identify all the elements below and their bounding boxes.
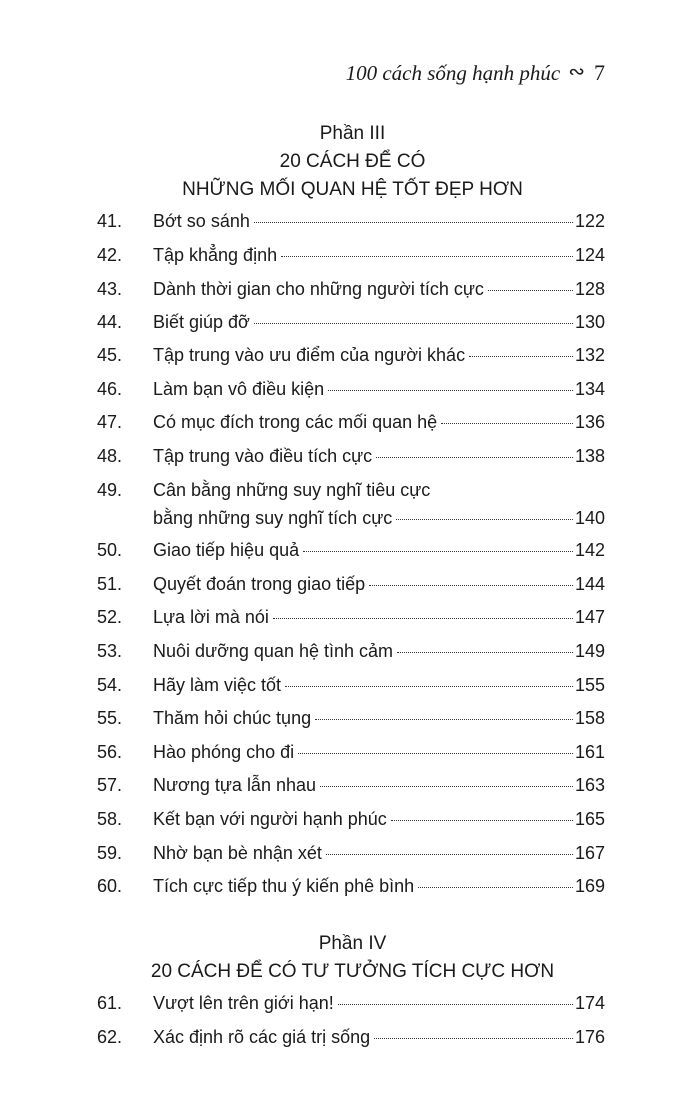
toc-entry[interactable] (0, 675, 700, 703)
toc-entry-title: Dành thời gian cho những người tích cực (153, 279, 484, 299)
toc-entry-page: 174 (574, 993, 605, 1013)
toc-entry-number: 55. (97, 708, 123, 728)
ornament-icon: ∾ (568, 61, 585, 83)
toc-entry-page: 128 (574, 279, 605, 299)
toc-entry-page: 134 (574, 379, 605, 399)
toc-entry-number: 45. (97, 345, 123, 365)
toc-entry-title: Nhờ bạn bè nhận xét (153, 843, 322, 863)
toc-entry-number: 43. (97, 279, 123, 299)
toc-entry[interactable] (0, 993, 700, 1021)
toc-entry-line (153, 607, 605, 628)
dot-leader (298, 753, 573, 754)
toc-entry-line (153, 245, 605, 266)
page-number: 7 (594, 60, 605, 85)
toc-entry-title: Tập trung vào ưu điểm của người khác (153, 345, 466, 365)
toc-entry-page: 149 (574, 641, 605, 661)
toc-entry-page: 138 (574, 446, 605, 466)
toc-entry-line (153, 540, 605, 561)
toc-entry-number: 54. (97, 675, 123, 695)
toc-entry-page: 124 (574, 245, 605, 265)
toc-entry-line (153, 675, 605, 696)
part3-heading (100, 120, 605, 204)
dot-leader (285, 686, 573, 687)
toc-entry-page: 176 (574, 1027, 605, 1047)
dot-leader (254, 323, 573, 324)
dot-leader (320, 786, 573, 787)
toc-entry-page: 163 (574, 775, 605, 795)
toc-entry-line (153, 379, 605, 400)
toc-entry-page: 144 (574, 574, 605, 594)
toc-entry-number: 42. (97, 245, 123, 265)
dot-leader (391, 820, 573, 821)
dot-leader (441, 423, 573, 424)
toc-entry-line (153, 508, 605, 529)
toc-entry-title: Hào phóng cho đi (153, 742, 295, 762)
toc-entry[interactable] (0, 1027, 700, 1055)
toc-entry-line (153, 775, 605, 796)
part3-title-line1: 20 CÁCH ĐỂ CÓ (279, 151, 426, 172)
toc-entry-number: 44. (97, 312, 123, 332)
toc-entry-number: 48. (97, 446, 123, 466)
running-header (0, 60, 605, 86)
toc-entry-line (153, 876, 605, 897)
toc-entry-number: 41. (97, 211, 123, 231)
toc-entry-title: Vượt lên trên giới hạn! (153, 993, 334, 1013)
toc-entry[interactable] (0, 345, 700, 373)
part4-label: Phần IV (318, 933, 387, 954)
toc-entry-page: 155 (574, 675, 605, 695)
toc-entry-line (153, 843, 605, 864)
dot-leader (397, 652, 573, 653)
toc-entry-number: 62. (97, 1027, 123, 1047)
toc-entry-line (153, 641, 605, 662)
toc-entry-page: 161 (574, 742, 605, 762)
toc-entry-line (153, 412, 605, 433)
toc-entry[interactable] (0, 574, 700, 602)
dot-leader (326, 854, 573, 855)
toc-entry-number: 59. (97, 843, 123, 863)
dot-leader (281, 256, 573, 257)
toc-entry[interactable] (0, 742, 700, 770)
toc-entry-title: Nuôi dưỡng quan hệ tình cảm (153, 641, 394, 661)
toc-entry[interactable] (0, 843, 700, 871)
toc-entry-number: 61. (97, 993, 123, 1013)
toc-entry-title: Làm bạn vô điều kiện (153, 379, 325, 399)
toc-entry-line (153, 993, 605, 1014)
toc-entry[interactable] (0, 809, 700, 837)
toc-entry-title-line1: Cân bằng những suy nghĩ tiêu cực (153, 480, 431, 500)
toc-entry[interactable] (0, 279, 700, 307)
toc-entry-page: 142 (574, 540, 605, 560)
part3-title-line2: NHỮNG MỐI QUAN HỆ TỐT ĐẸP HƠN (182, 179, 523, 200)
toc-entry[interactable] (0, 775, 700, 803)
dot-leader (303, 551, 573, 552)
toc-entry-line (153, 211, 605, 232)
dot-leader (374, 1038, 573, 1039)
toc-entry-page: 147 (574, 607, 605, 627)
toc-entry[interactable] (0, 708, 700, 736)
toc-entry-page: 158 (574, 708, 605, 728)
toc-entry-title: Lựa lời mà nói (153, 607, 269, 627)
toc-entry[interactable] (0, 876, 700, 904)
toc-entry-page: 136 (574, 412, 605, 432)
toc-entry-line (153, 742, 605, 763)
toc-entry-line (153, 809, 605, 830)
toc-entry[interactable] (0, 245, 700, 273)
toc-entry[interactable] (0, 312, 700, 340)
toc-entry-title: Tập khẳng định (153, 245, 278, 265)
toc-entry-title: bằng những suy nghĩ tích cực (153, 508, 393, 528)
toc-entry-title: Bớt so sánh (153, 211, 250, 231)
toc-entry-title: Biết giúp đỡ (153, 312, 250, 332)
toc-entry-page: 169 (574, 876, 605, 896)
toc-entry-line (153, 345, 605, 366)
toc-entry[interactable] (0, 211, 700, 239)
toc-entry[interactable] (0, 540, 700, 568)
toc-entry-line (153, 574, 605, 595)
toc-entry-number: 52. (97, 607, 123, 627)
toc-entry-line (153, 446, 605, 467)
toc-entry-page: 132 (574, 345, 605, 365)
toc-entry-number: 49. (97, 480, 123, 500)
toc-entry-number: 50. (97, 540, 123, 560)
toc-entry-line (153, 279, 605, 300)
toc-entry-page: 130 (574, 312, 605, 332)
toc-entry-page: 140 (574, 508, 605, 528)
dot-leader (376, 457, 573, 458)
toc-entry-number: 60. (97, 876, 123, 896)
dot-leader (488, 290, 573, 291)
toc-entry-line (153, 312, 605, 333)
book-title: 100 cách sống hạnh phúc (345, 61, 561, 85)
part4-heading (100, 930, 605, 986)
toc-entry-page: 122 (574, 211, 605, 231)
toc-entry-number: 47. (97, 412, 123, 432)
toc-entry-title: Hãy làm việc tốt (153, 675, 282, 695)
dot-leader (369, 585, 573, 586)
dot-leader (328, 390, 573, 391)
toc-entry[interactable] (0, 607, 700, 635)
toc-entry-title: Quyết đoán trong giao tiếp (153, 574, 366, 594)
dot-leader (254, 222, 573, 223)
toc-entry-number: 53. (97, 641, 123, 661)
toc-entry-line (153, 708, 605, 729)
toc-entry-title: Kết bạn với người hạnh phúc (153, 809, 387, 829)
dot-leader (469, 356, 573, 357)
toc-entry-title: Nương tựa lẫn nhau (153, 775, 317, 795)
dot-leader (396, 519, 573, 520)
toc-entry[interactable] (0, 379, 700, 407)
toc-entry[interactable] (0, 446, 700, 474)
dot-leader (418, 887, 573, 888)
toc-entry-title: Giao tiếp hiệu quả (153, 540, 300, 560)
toc-entry-title: Tập trung vào điều tích cực (153, 446, 373, 466)
dot-leader (338, 1004, 573, 1005)
toc-entry-number: 46. (97, 379, 123, 399)
toc-entry-title: Có mục đích trong các mối quan hệ (153, 412, 438, 432)
toc-entry-title: Thăm hỏi chúc tụng (153, 708, 312, 728)
dot-leader (273, 618, 573, 619)
toc-entry-page: 165 (574, 809, 605, 829)
toc-entry[interactable] (0, 480, 700, 536)
toc-entry-page: 167 (574, 843, 605, 863)
toc-entry[interactable] (0, 641, 700, 669)
toc-entry-number: 56. (97, 742, 123, 762)
toc-entry[interactable] (0, 412, 700, 440)
part3-label: Phần III (319, 123, 386, 144)
part4-title-line1: 20 CÁCH ĐỂ CÓ TƯ TƯỞNG TÍCH CỰC HƠN (150, 961, 555, 982)
toc-entry-title: Tích cực tiếp thu ý kiến phê bình (153, 876, 415, 896)
toc-entry-line (153, 1027, 605, 1048)
dot-leader (315, 719, 573, 720)
toc-entry-number: 51. (97, 574, 123, 594)
toc-entry-number: 57. (97, 775, 123, 795)
toc-entry-title: Xác định rõ các giá trị sống (153, 1027, 371, 1047)
toc-entry-number: 58. (97, 809, 123, 829)
